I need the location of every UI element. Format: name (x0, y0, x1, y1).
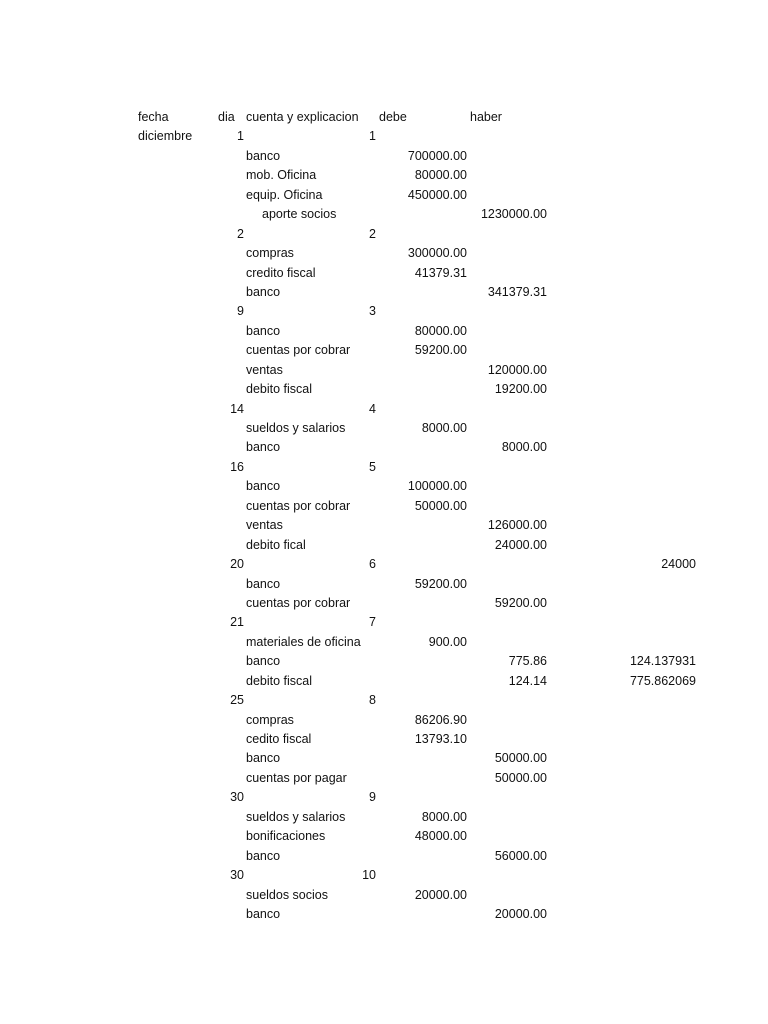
cell-cuenta: aporte socios (262, 207, 337, 222)
cell-dia: 30 (230, 868, 244, 883)
cell-extra: 24000 (661, 557, 696, 572)
cell-dia: 30 (230, 790, 244, 805)
cell-dia: 16 (230, 459, 244, 474)
table-row (0, 711, 768, 730)
cell-cuenta: debito fical (246, 537, 306, 552)
table-row (0, 691, 768, 710)
cell-debe: 900.00 (428, 634, 467, 649)
cell-haber: 59200.00 (494, 595, 547, 610)
table-row (0, 322, 768, 341)
cell-extra: 124.137931 (629, 654, 696, 669)
cell-haber: 24000.00 (494, 537, 547, 552)
cell-dia: 2 (237, 226, 244, 241)
table-row (0, 186, 768, 205)
cell-cuenta: banco (246, 576, 281, 591)
table-row (0, 866, 768, 885)
table-row (0, 419, 768, 438)
cell-asiento: 4 (369, 401, 376, 416)
cell-debe: 20000.00 (414, 887, 467, 902)
cell-cuenta: credito fiscal (246, 265, 316, 280)
cell-debe: 450000.00 (407, 187, 467, 202)
cell-cuenta: banco (246, 148, 281, 163)
cell-cuenta: banco (246, 906, 281, 921)
cell-cuenta: sueldos y salarios (246, 421, 346, 435)
table-row (0, 594, 768, 613)
header-cuenta: cuenta y explicacion (246, 110, 359, 124)
table-row (0, 166, 768, 185)
cell-cuenta: banco (246, 284, 281, 299)
cell-dia: 14 (230, 401, 244, 416)
journal-rows (0, 127, 768, 924)
cell-cuenta: equip. Oficina (246, 187, 323, 202)
table-row (0, 341, 768, 360)
cell-asiento: 3 (369, 304, 376, 319)
table-row (0, 283, 768, 302)
cell-asiento: 1 (369, 129, 376, 144)
cell-haber: 8000.00 (501, 440, 547, 455)
cell-cuenta: ventas (246, 518, 283, 533)
cell-cuenta: banco (246, 751, 281, 766)
cell-haber: 20000.00 (494, 906, 547, 921)
cell-haber: 56000.00 (494, 848, 547, 863)
cell-haber: 50000.00 (494, 751, 547, 766)
cell-cuenta: bonificaciones (246, 829, 326, 844)
cell-cuenta: mob. Oficina (246, 168, 317, 183)
cell-dia: 9 (237, 304, 244, 319)
cell-cuenta: materiales de oficina (246, 634, 361, 649)
table-row (0, 127, 768, 146)
cell-cuenta: cuentas por cobrar (246, 595, 351, 610)
table-row (0, 905, 768, 924)
table-row (0, 400, 768, 419)
cell-asiento: 8 (369, 693, 376, 708)
cell-cuenta: sueldos socios (246, 887, 328, 902)
table-row (0, 575, 768, 594)
table-row (0, 613, 768, 632)
table-row (0, 672, 768, 691)
cell-cuenta: banco (246, 654, 281, 669)
cell-dia: 21 (230, 615, 244, 630)
table-row (0, 788, 768, 807)
table-row (0, 147, 768, 166)
table-row (0, 633, 768, 652)
cell-debe: 41379.31 (414, 265, 467, 280)
cell-debe: 700000.00 (407, 148, 467, 163)
cell-haber: 19200.00 (494, 382, 547, 397)
cell-debe: 59200.00 (414, 576, 467, 591)
cell-cuenta: banco (246, 323, 281, 338)
table-row (0, 380, 768, 399)
cell-haber: 124.14 (508, 673, 547, 688)
cell-cuenta: debito fiscal (246, 673, 313, 688)
table-row (0, 264, 768, 283)
cell-debe: 86206.90 (414, 712, 467, 727)
cell-cuenta: compras (246, 246, 294, 261)
cell-cuenta: compras (246, 712, 294, 727)
table-row (0, 827, 768, 846)
cell-debe: 13793.10 (414, 732, 467, 746)
cell-cuenta: banco (246, 440, 281, 455)
cell-haber: 1230000.00 (480, 207, 547, 222)
cell-debe: 48000.00 (414, 829, 467, 844)
cell-haber: 126000.00 (487, 518, 547, 533)
table-row (0, 477, 768, 496)
table-row (0, 555, 768, 574)
cell-haber: 120000.00 (487, 362, 547, 377)
cell-asiento: 7 (369, 615, 376, 630)
table-row (0, 497, 768, 516)
journal-sheet (0, 108, 768, 924)
cell-debe: 50000.00 (414, 498, 467, 513)
cell-fecha: diciembre (138, 129, 193, 144)
cell-cuenta: cuentas por pagar (246, 770, 347, 785)
cell-cuenta: sueldos y salarios (246, 809, 346, 824)
cell-extra: 775.862069 (629, 673, 696, 688)
header-fecha: fecha (138, 110, 169, 124)
table-row (0, 361, 768, 380)
table-row (0, 749, 768, 768)
cell-debe: 80000.00 (414, 168, 467, 183)
cell-cuenta: cuentas por cobrar (246, 343, 351, 358)
cell-asiento: 5 (369, 459, 376, 474)
cell-haber: 341379.31 (487, 284, 547, 299)
table-row (0, 438, 768, 457)
table-row (0, 886, 768, 905)
cell-cuenta: banco (246, 848, 281, 863)
cell-debe: 100000.00 (407, 479, 467, 494)
cell-dia: 20 (230, 557, 244, 572)
header-debe: debe (379, 110, 407, 124)
cell-cuenta: banco (246, 479, 281, 494)
cell-debe: 8000.00 (421, 809, 467, 824)
cell-dia: 1 (237, 129, 244, 144)
cell-debe: 59200.00 (414, 343, 467, 358)
cell-debe: 80000.00 (414, 323, 467, 338)
header-haber: haber (470, 110, 502, 124)
cell-asiento: 9 (369, 790, 376, 805)
cell-cuenta: cedito fiscal (246, 732, 312, 746)
table-row (0, 516, 768, 535)
cell-asiento: 6 (369, 557, 376, 572)
cell-cuenta: ventas (246, 362, 283, 377)
table-row (0, 225, 768, 244)
cell-debe: 8000.00 (421, 421, 467, 435)
table-row (0, 205, 768, 224)
cell-haber: 775.86 (508, 654, 547, 669)
table-row (0, 536, 768, 555)
cell-debe: 300000.00 (407, 246, 467, 261)
table-row (0, 302, 768, 321)
cell-cuenta: debito fiscal (246, 382, 313, 397)
cell-cuenta: cuentas por cobrar (246, 498, 351, 513)
table-row (0, 847, 768, 866)
table-row (0, 458, 768, 477)
cell-asiento: 10 (362, 868, 376, 883)
cell-dia: 25 (230, 693, 244, 708)
cell-haber: 50000.00 (494, 770, 547, 785)
header-row (0, 108, 768, 127)
header-dia: dia (218, 110, 235, 124)
table-row (0, 652, 768, 671)
table-row (0, 808, 768, 827)
cell-asiento: 2 (369, 226, 376, 241)
table-row (0, 769, 768, 788)
table-row (0, 730, 768, 749)
table-row (0, 244, 768, 263)
